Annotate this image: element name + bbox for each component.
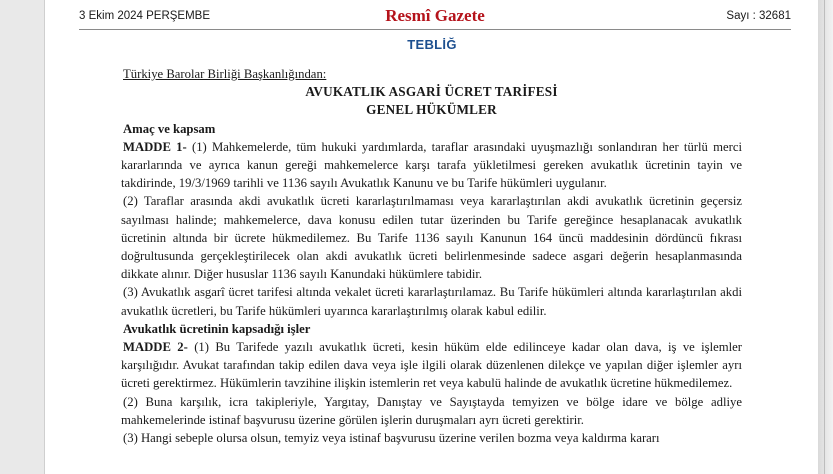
article-1-label: MADDE 1- (123, 139, 187, 154)
article-1-paragraph-2: (2) Taraflar arasında akdi avukatlık ücreti kararlaştırılmaması veya kararlaştırılan akdi avukatlık ücretinin geçersiz sayılması halinde; mahkemelerce, dava konusu edilen tutar üzerinden bu Tarife gereğince hesaplanacak avukatlık ücretinin altında bir ücrete hükmedilemez. Bu Tarife 1136 sayılı Kanunun 164 üncü maddesinin dördüncü fıkrası doğrultusunda gerçekleştirilecek olan akdi avukatlık ücreti belirlenmesinde sadece asgari değerin hesaplanmasında dikkate alınır. Diğer hususlar 1136 sayılı Kanundaki hükümlere tabidir. (121, 194, 742, 282)
section-title: TEBLİĞ (407, 37, 457, 52)
gazette-title: Resmî Gazete (385, 6, 485, 25)
article-2-paragraph-1-text: (1) Bu Tarifede yazılı avukatlık ücreti, kesin hüküm elde edilinceye kadar olan dava, iş ve işlemler karşılığıdır. Avukat tarafından takip edilen dava veya işle ilgili olarak düzenlenen dilekçe ve yapılan diğer işlemler ayrı ücreti gerektirmez. Hükümlerin tavzihine ilişkin istemlerin ret veya kabulü halinde de avukatlık ücretine hükmedilemez. (121, 340, 743, 391)
document-title: AVUKATLIK ASGARİ ÜCRET TARİFESİ (305, 84, 558, 100)
article-2-paragraph-2: (2) Buna karşılık, icra takipleriyle, Yargıtay, Danıştay ve Sayıştayda temyizen ve bölge idare ve bölge adliye mahkemelerinde istinaf başvurusu üzerine görülen işlerin duruşmaları ayrı ücreti gerektirir. (121, 394, 742, 427)
issuing-authority: Türkiye Barolar Birliği Başkanlığından: (123, 67, 327, 81)
document-subtitle: GENEL HÜKÜMLER (366, 102, 497, 118)
viewer-scroll-edge[interactable] (818, 0, 833, 474)
article-2-paragraph-1 (121, 338, 742, 393)
gazette-header (79, 6, 791, 28)
issue-date: 3 Ekim 2024 PERŞEMBE (79, 10, 211, 22)
article-1-paragraph-1-text: (1) Mahkemelerde, tüm hukuki yardımlarda, taraflar arasındaki uyuşmazlığı sonlandıran her türlü merci kararlarında ve ayrıca kanun gereği mahkemelerce karşı tarafa yükletilmesi gereken avukatlık ücretinin tayin ve takdirinde, 19/3/1969 tarihli ve 1136 sayılı Avukatlık Kanunu ve bu Tarife hükümleri uygulanır. (121, 139, 743, 191)
article-1-paragraph-3: (3) Avukatlık asgarî ücret tarifesi altında vekalet ücreti kararlaştırılamaz. Bu Tarife hükümleri altında kararlaştırılan akdi avukatlık ücretleri, bu Tarife hükümleri uyarınca kararlaştırılmış olarak kabul edilir. (121, 285, 742, 318)
article-2-paragraph-3: (3) Hangi sebeple olursa olsun, temyiz veya istinaf başvurusu üzerine verilen bozma veya kaldırma kararı (123, 431, 660, 446)
article-heading-2: Avukatlık ücretinin kapsadığı işler (123, 321, 311, 336)
header-divider (79, 29, 791, 30)
document-body (121, 65, 742, 447)
issue-number: Sayı : 32681 (726, 10, 791, 22)
article-1-paragraph-1 (121, 138, 742, 193)
article-2-label: MADDE 2- (123, 340, 188, 355)
article-heading-1: Amaç ve kapsam (123, 121, 216, 136)
edge-divider (824, 0, 825, 474)
gazette-page (44, 0, 819, 474)
